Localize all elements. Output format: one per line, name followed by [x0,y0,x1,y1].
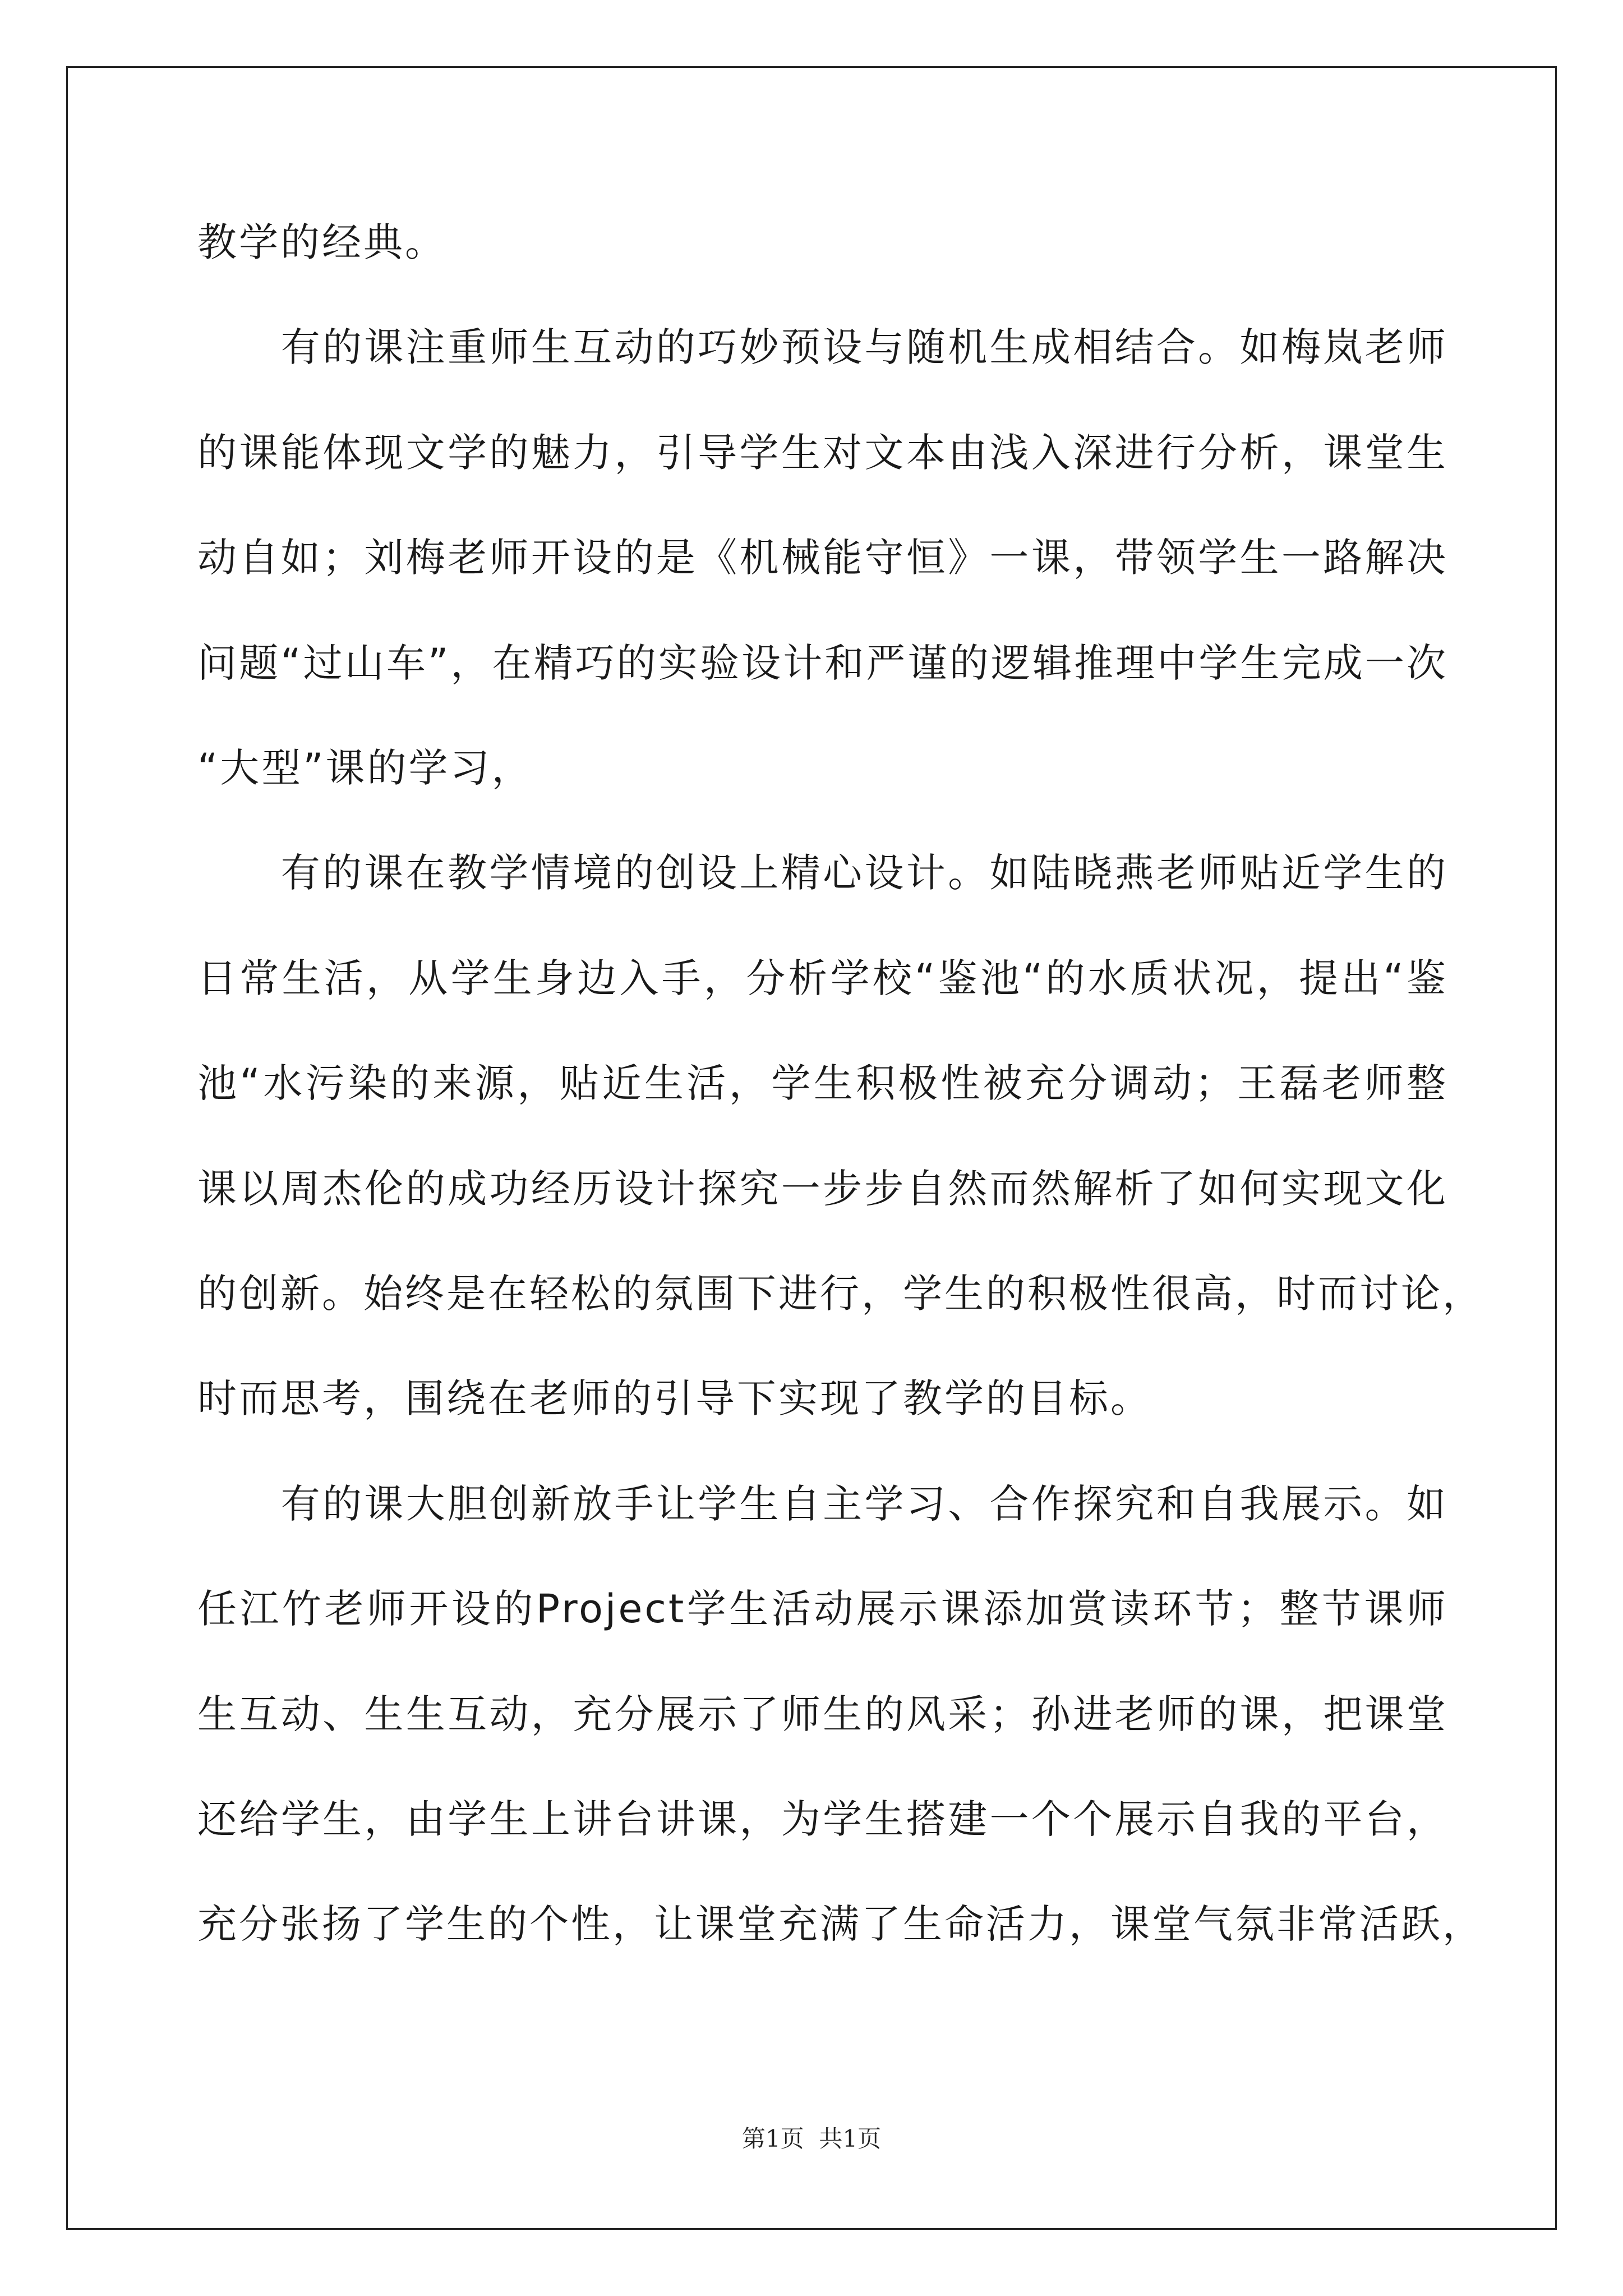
text-line: 的课能体现文学的魅力，引导学生对文本由浅入深进行分析，课堂生 [197,430,1448,476]
text-line: 生互动、生生互动，充分展示了师生的风采；孙进老师的课，把课堂 [197,1691,1448,1737]
text-line: 时而思考，围绕在老师的引导下实现了教学的目标。 [197,1375,1152,1421]
text-line: “大型”课的学习， [197,745,533,791]
text-line: 动自如；刘梅老师开设的是《机械能守恒》一课，带领学生一路解决 [197,535,1448,581]
text-line: 有的课注重师生互动的巧妙预设与随机生成相结合。如梅岚老师 [197,324,1448,370]
text-line: 课以周杰伦的成功经历设计探究一步步自然而然解析了如何实现文化 [197,1166,1448,1212]
text-line: 问题“过山车”，在精巧的实验设计和严谨的逻辑推理中学生完成一次 [197,640,1448,686]
text-line: 池“水污染的来源，贴近生活，学生积极性被充分调动；王磊老师整 [197,1060,1448,1106]
text-line: 有的课在教学情境的创设上精心设计。如陆晓燕老师贴近学生的 [197,850,1448,896]
text-line: 还给学生，由学生上讲台讲课，为学生搭建一个个展示自我的平台， [197,1796,1448,1842]
text-line: 任江竹老师开设的Project学生活动展示课添加赏读环节；整节课师 [197,1586,1448,1632]
text-line: 有的课大胆创新放手让学生自主学习、合作探究和自我展示。如 [197,1481,1448,1527]
page-footer: 第1页 共1页 [741,2125,882,2152]
text-line: 日常生活，从学生身边入手，分析学校“鉴池“的水质状况，提出“鉴 [197,955,1448,1001]
text-line: 充分张扬了学生的个性，让课堂充满了生命活力，课堂气氛非常活跃， [197,1901,1484,1947]
text-line: 的创新。始终是在轻松的氛围下进行，学生的积极性很高，时而讨论， [197,1271,1484,1317]
text-line: 教学的经典。 [197,219,446,265]
